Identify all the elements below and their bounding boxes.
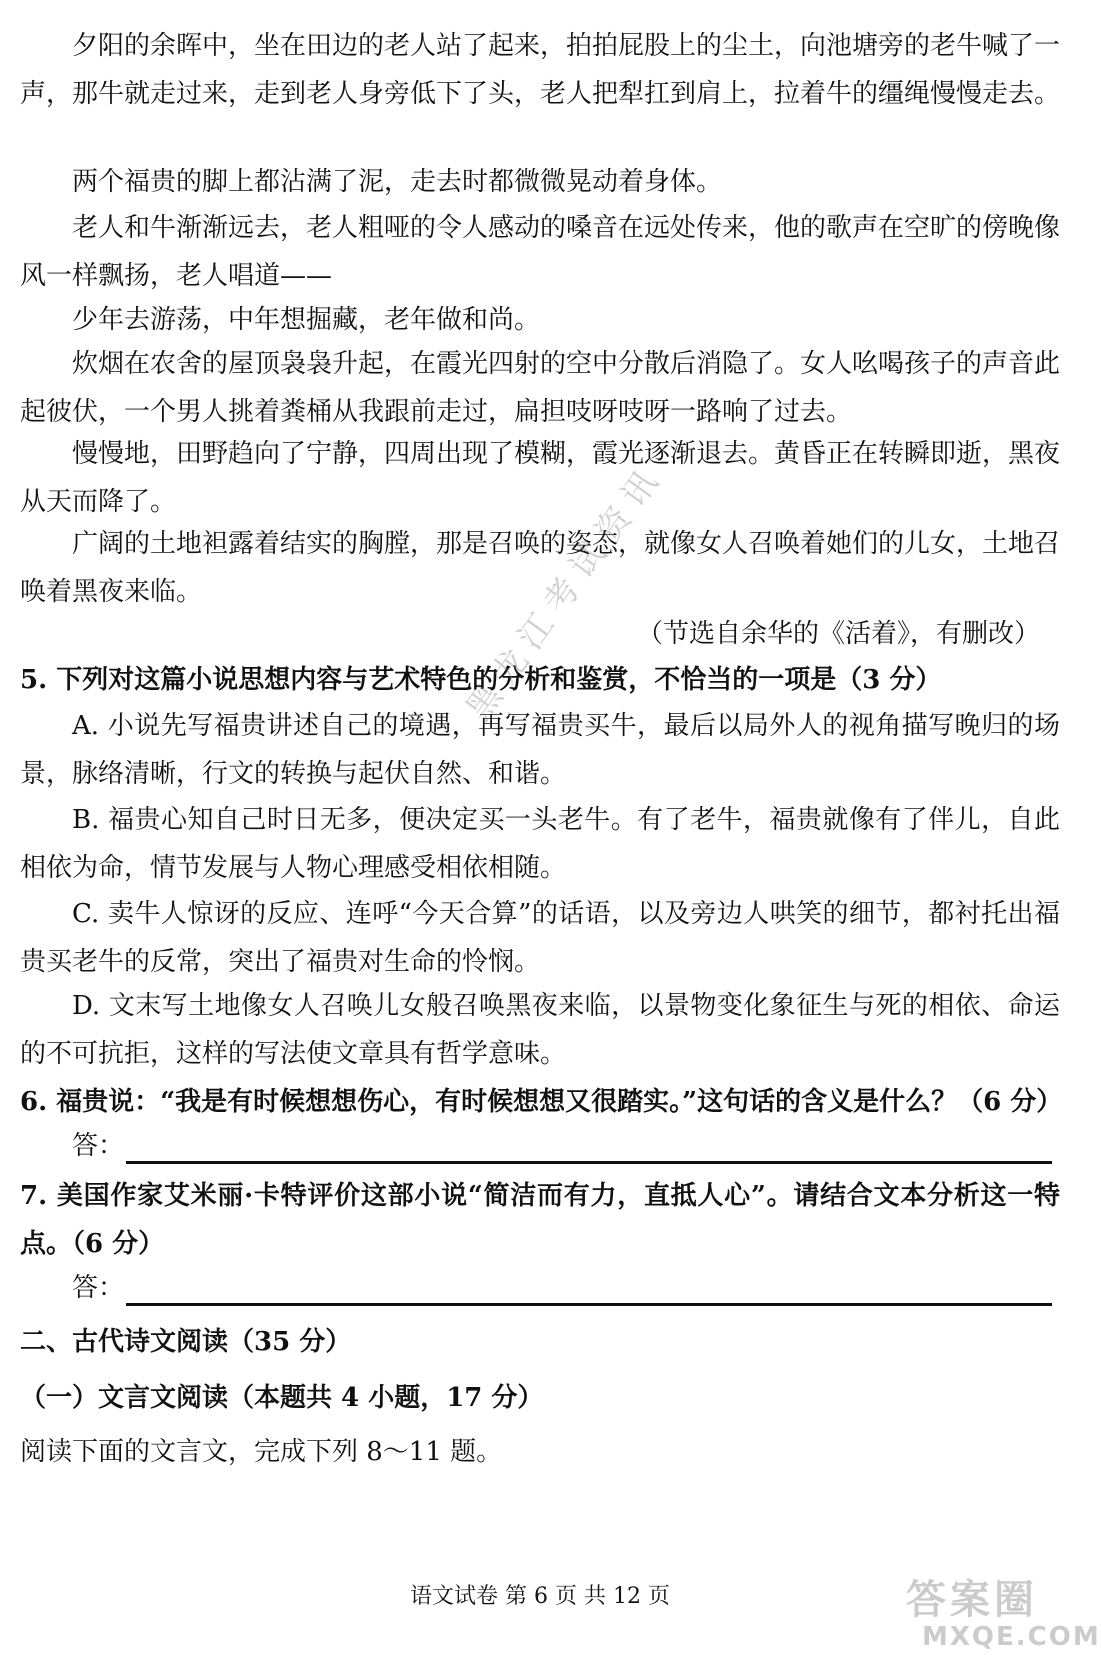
passage-paragraph-2: 两个福贵的脚上都沾满了泥，走去时都微微晃动着身体。 <box>72 167 723 197</box>
passage-paragraph-3: 老人和牛渐渐远去，老人粗哑的令人感动的嗓音在远处传来，他的歌声在空旷的傍晚像风一样飘扬，老人唱道—— <box>20 213 1061 291</box>
passage-paragraph-4: 少年去游荡，中年想掘藏，老年做和尚。 <box>72 305 541 335</box>
question-6-answer-line <box>126 1161 1052 1164</box>
logo-site: MXQE.COM <box>922 1622 1101 1652</box>
question-6-answer-label: 答： <box>72 1131 125 1161</box>
source-citation: （节选自余华的《活着》，有删改） <box>636 619 1040 649</box>
question-5-option-d: D. 文末写土地像女人召唤儿女般召唤黑夜来临，以景物变化象征生与死的相依、命运的不可抗拒，这样的写法使文章具有哲学意味。 <box>20 991 1060 1069</box>
question-6-answer-field[interactable] <box>72 1126 1052 1166</box>
passage-paragraph-6: 慢慢地，田野趋向了宁静，四周出现了模糊，霞光逐渐退去。黄昏正在转瞬即逝，黑夜从天而降了。 <box>20 439 1061 517</box>
passage-paragraph-7: 广阔的土地袒露着结实的胸膛，那是召唤的姿态，就像女人召唤着她们的儿女，土地召唤着黑夜来临。 <box>20 529 1061 607</box>
section-2-title: 二、古代诗文阅读（35 分） <box>20 1327 352 1357</box>
logo-mark: 答案圈 <box>906 1576 1038 1623</box>
question-6-stem: 6. 福贵说：“我是有时候想想伤心，有时候想想又很踏实。”这句话的含义是什么？（6 分） <box>20 1087 1063 1117</box>
passage-paragraph-1: 夕阳的余晖中，坐在田边的老人站了起来，拍拍屁股上的尘土，向池塘旁的老牛喊了一声，那牛就走过来，走到老人身旁低下了头，老人把犁扛到肩上，拉着牛的缰绳慢慢走去。 <box>20 31 1061 109</box>
passage-paragraph-5: 炊烟在农舍的屋顶袅袅升起，在霞光四射的空中分散后消隐了。女人吆喝孩子的声音此起彼伏，一个男人挑着粪桶从我跟前走过，扁担吱呀吱呀一路响了过去。 <box>20 349 1061 427</box>
page-footer: 语文试卷 第 6 页 共 12 页 <box>410 1584 670 1609</box>
question-5-option-b: B. 福贵心知自己时日无多，便决定买一头老牛。有了老牛，福贵就像有了伴儿，自此相依为命，情节发展与人物心理感受相依相随。 <box>20 805 1060 883</box>
question-7-answer-line <box>126 1303 1052 1306</box>
section-2-subtitle: （一）文言文阅读（本题共 4 小题，17 分） <box>20 1383 544 1413</box>
question-5-option-c: C. 卖牛人惊讶的反应、连呼“今天合算”的话语，以及旁边人哄笑的细节，都衬托出福贵买老牛的反常，突出了福贵对生命的怜悯。 <box>20 899 1060 977</box>
question-5-stem: 5. 下列对这篇小说思想内容与艺术特色的分析和鉴赏，不恰当的一项是（3 分） <box>20 665 942 695</box>
question-7-answer-field[interactable] <box>72 1268 1052 1308</box>
question-7-stem: 7. 美国作家艾米丽·卡特评价这部小说“简洁而有力，直抵人心”。请结合文本分析这一特点。（6 分） <box>20 1181 1060 1259</box>
question-7-answer-label: 答： <box>72 1273 125 1303</box>
watermark-text: 黑龙江考试资讯 <box>458 455 672 729</box>
section-2-instruction: 阅读下面的文言文，完成下列 8～11 题。 <box>20 1437 503 1467</box>
question-5-option-a: A. 小说先写福贵讲述自己的境遇，再写福贵买牛，最后以局外人的视角描写晚归的场景，脉络清晰，行文的转换与起伏自然、和谐。 <box>20 711 1060 789</box>
site-logo <box>900 1568 1101 1658</box>
